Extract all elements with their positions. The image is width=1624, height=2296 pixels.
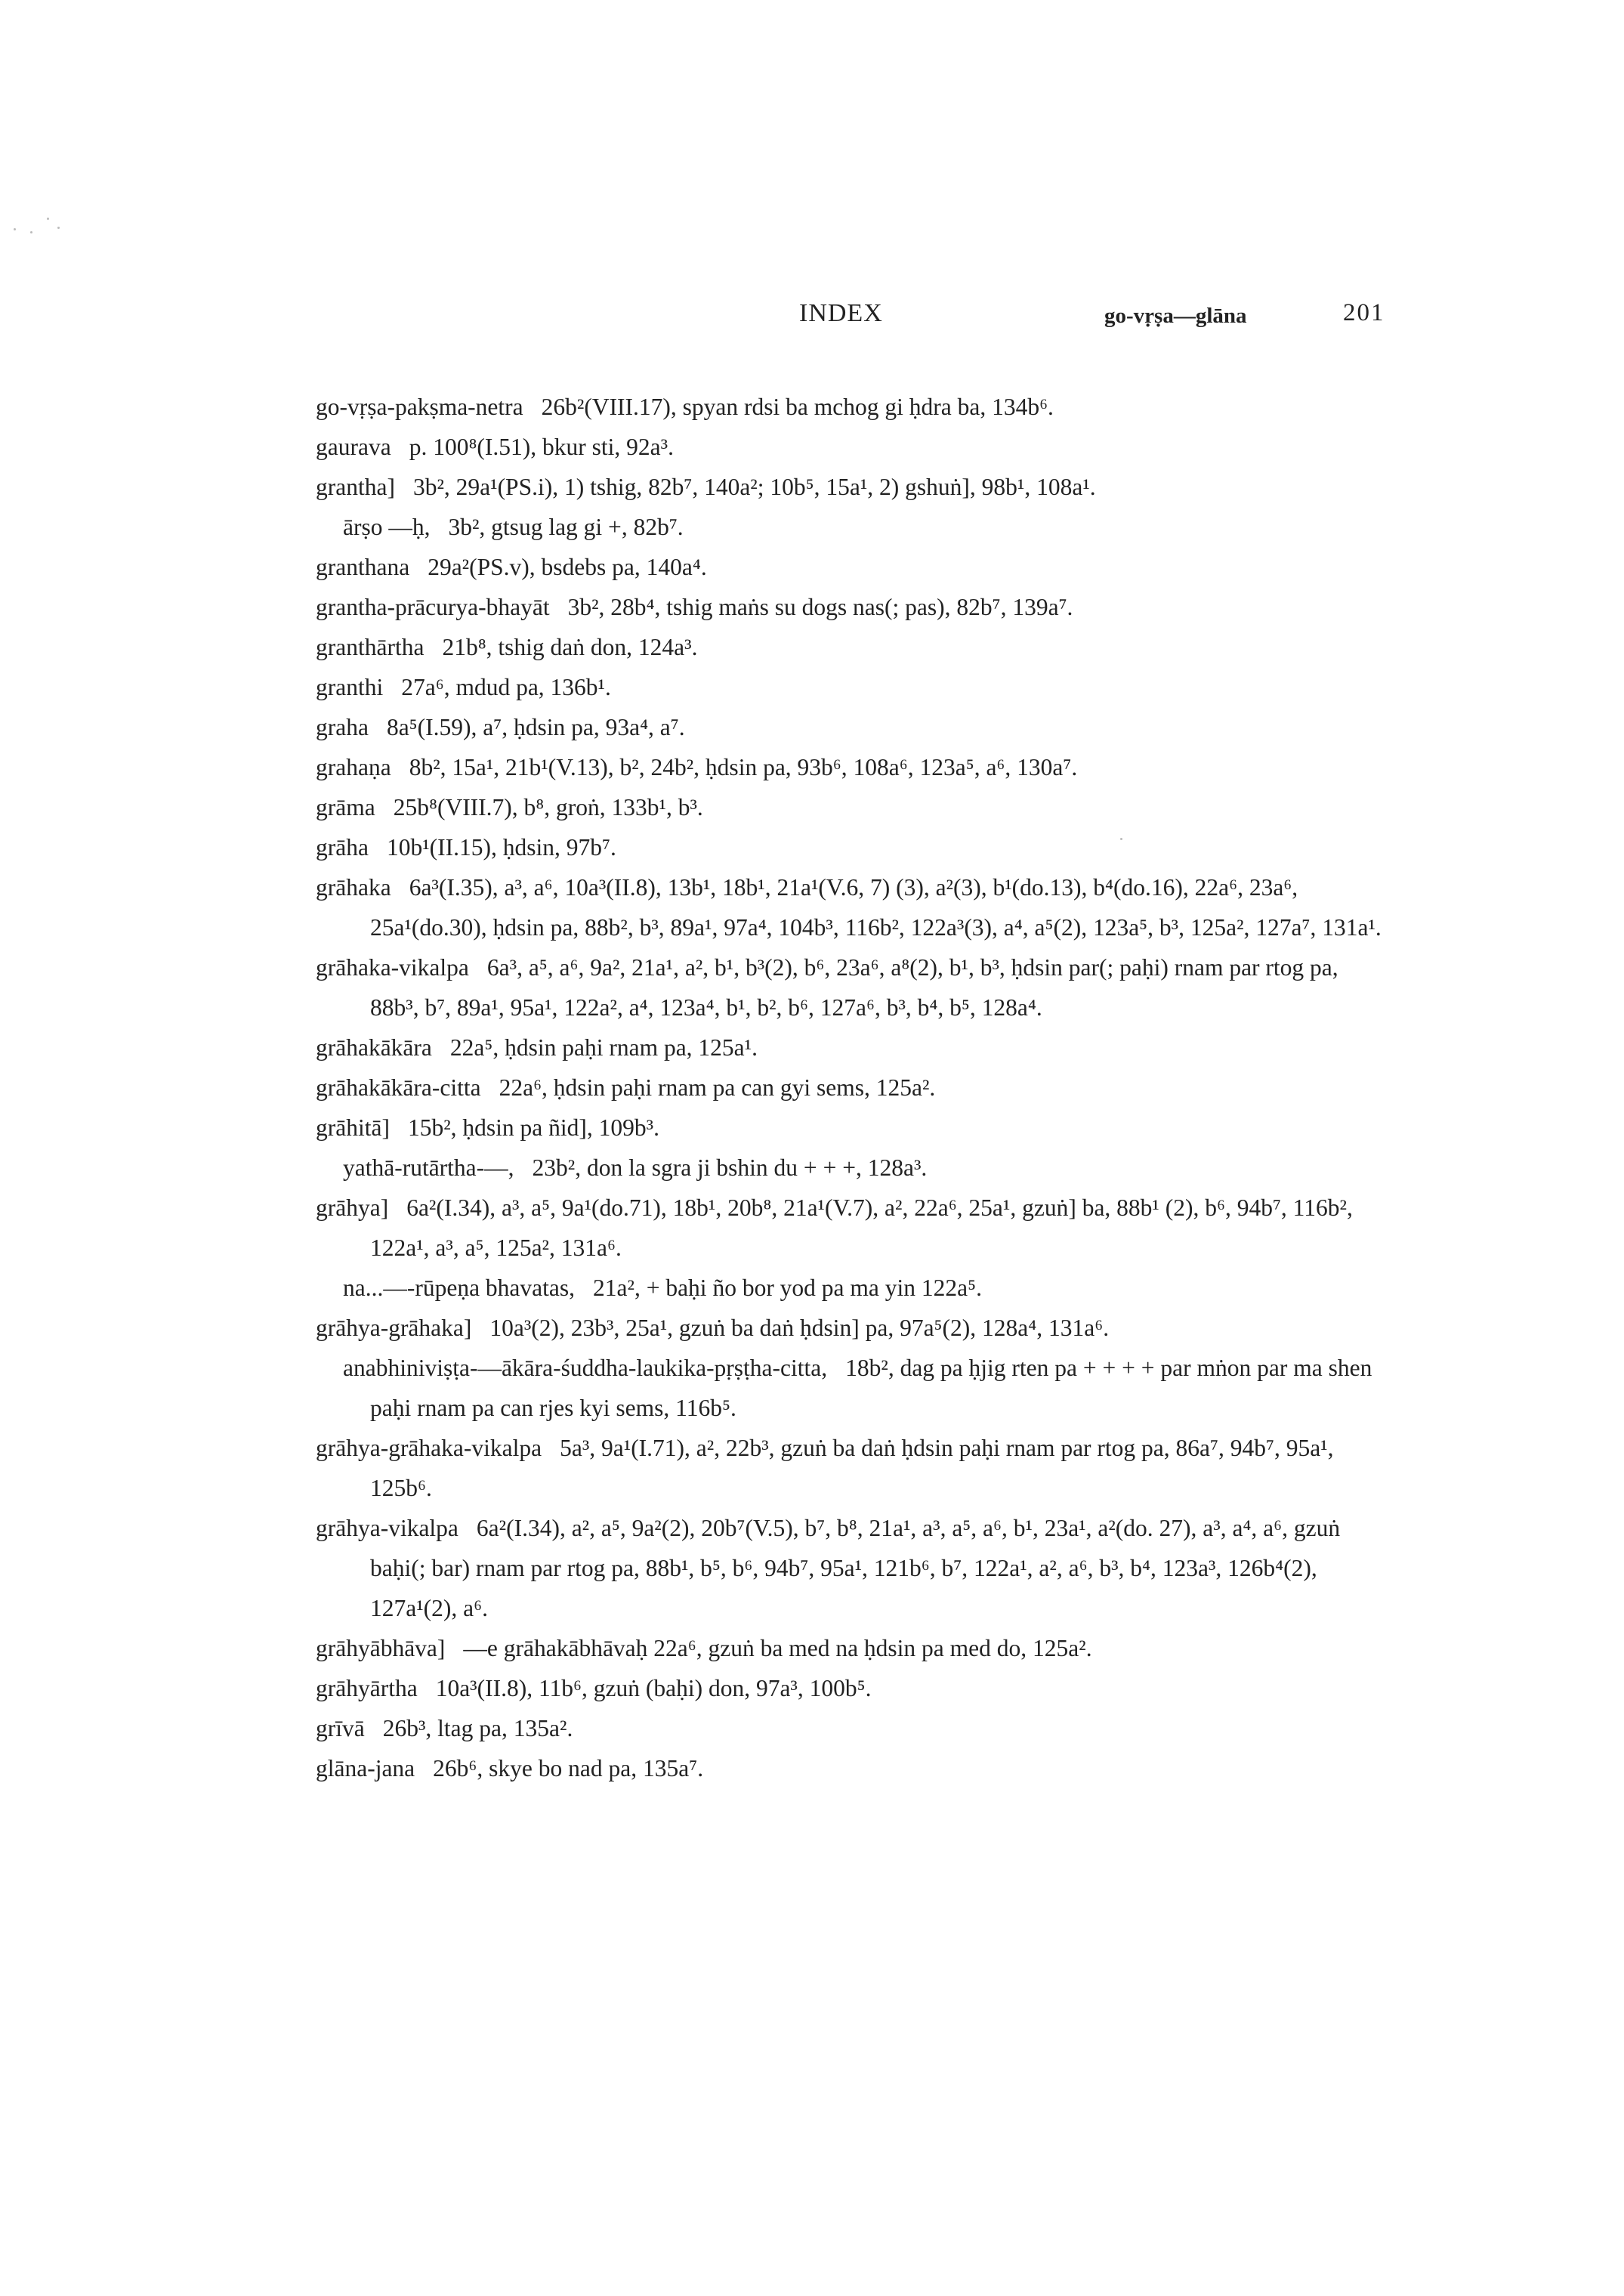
index-entry	[316, 1308, 1388, 1348]
entry-references: 21b⁸, tshig daṅ don, 124a³.	[442, 634, 698, 660]
index-entry	[316, 1628, 1388, 1668]
index-entry	[316, 947, 1388, 1027]
entry-references: 10b¹(II.15), ḥdsin, 97b⁷.	[386, 834, 616, 861]
entry-references: 8b², 15a¹, 21b¹(V.13), b², 24b², ḥdsin pa, 93b⁶, 108a⁶, 123a⁵, a⁶, 130a⁷.	[409, 754, 1078, 780]
entry-references: 6a³, a⁵, a⁶, 9a², 21a¹, a², b¹, b³(2), b⁶, 23a⁶, a⁸(2), b¹, b³, ḥdsin par(; paḥi) rnam par rtog pa, 88b³, b⁷, 89a¹, 95a¹, 122a², a⁴, 123a⁴, b¹, b², b⁶, 127a⁶, b³, b⁴, b⁵, 128a⁴.	[370, 954, 1338, 1021]
entry-references: 26b⁶, skye bo nad pa, 135a⁷.	[433, 1755, 704, 1781]
headword: go-vṛṣa-pakṣma-netra	[316, 394, 523, 420]
entry-references: 18b², dag pa ḥjig rten pa + + + + par mṅon par ma shen paḥi rnam pa can rjes kyi sems, 116b⁵.	[370, 1355, 1372, 1421]
headword: grāma	[316, 794, 375, 820]
index-subentry	[316, 1268, 1388, 1308]
headword: granthi	[316, 674, 384, 700]
entry-references: 3b², gtsug lag gi +, 82b⁷.	[448, 514, 684, 540]
index-entry	[316, 667, 1388, 707]
headword: grāhya-grāhaka]	[316, 1315, 472, 1341]
index-entry	[316, 1508, 1388, 1628]
entry-references: 8a⁵(I.59), a⁷, ḥdsin pa, 93a⁴, a⁷.	[386, 714, 685, 740]
index-entry	[316, 747, 1388, 787]
page-number: 201	[1343, 299, 1385, 326]
headword: grāhya-grāhaka-vikalpa	[316, 1435, 542, 1461]
headword: grāhya]	[316, 1194, 389, 1221]
scan-speck	[14, 228, 16, 230]
entry-references: 22a⁵, ḥdsin paḥi rnam pa, 125a¹.	[449, 1034, 758, 1061]
entry-references: 6a³(I.35), a³, a⁶, 10a³(II.8), 13b¹, 18b¹, 21a¹(V.6, 7) (3), a²(3), b¹(do.13), b⁴(do.16), 22a⁶, 23a⁶, 25a¹(do.30), ḥdsin pa, 88b², b³, 89a¹, 97a⁴, 104b³, 116b², 122a³(3), a⁴, a⁵(2), 123a⁵, b³, 125a², 127a⁷, 131a¹.	[370, 874, 1382, 941]
index-entry	[316, 587, 1388, 627]
headword: granthārtha	[316, 634, 425, 660]
index-entry	[316, 467, 1388, 507]
scan-speck	[47, 218, 49, 220]
running-title: INDEX	[799, 299, 883, 327]
index-entry	[316, 827, 1388, 867]
index-entry	[316, 627, 1388, 667]
index-entries	[316, 387, 1388, 1788]
index-entry	[316, 1748, 1388, 1788]
index-entry	[316, 867, 1388, 947]
index-entry	[316, 1428, 1388, 1508]
index-entry	[316, 787, 1388, 827]
entry-references: 29a²(PS.v), bsdebs pa, 140a⁴.	[428, 554, 707, 580]
entry-references: 3b², 29a¹(PS.i), 1) tshig, 82b⁷, 140a²; 10b⁵, 15a¹, 2) gshuṅ], 98b¹, 108a¹.	[412, 474, 1096, 500]
index-entry	[316, 707, 1388, 747]
entry-references: 3b², 28b⁴, tshig maṅs su dogs nas(; pas), 82b⁷, 139a⁷.	[567, 594, 1073, 620]
headword: grāhyābhāva]	[316, 1635, 446, 1661]
index-entry	[316, 1068, 1388, 1108]
headword: glāna-jana	[316, 1755, 415, 1781]
entry-references: 6a²(I.34), a², a⁵, 9a²(2), 20b⁷(V.5), b⁷, b⁸, 21a¹, a³, a⁵, a⁶, b¹, 23a¹, a²(do. 27), a³, a⁴, a⁶, gzuṅ baḥi(; bar) rnam par rtog pa, 88b¹, b⁵, b⁶, 94b⁷, 95a¹, 121b⁶, b⁷, 122a¹, a², a⁶, b³, b⁴, 123a³, 126b⁴(2), 127a¹(2), a⁶.	[370, 1515, 1341, 1621]
entry-references: 26b²(VIII.17), spyan rdsi ba mchog gi ḥdra ba, 134b⁶.	[541, 394, 1054, 420]
entry-references: 25b⁸(VIII.7), b⁸, groṅ, 133b¹, b³.	[393, 794, 703, 820]
index-entry	[316, 1027, 1388, 1068]
headword: na...—-rūpeṇa bhavatas,	[343, 1275, 576, 1301]
headword: grantha-prācurya-bhayāt	[316, 594, 550, 620]
headword: anabhiniviṣṭa-—ākāra-śuddha-laukika-pṛṣṭha-citta,	[343, 1355, 828, 1381]
entry-references: 5a³, 9a¹(I.71), a², 22b³, gzuṅ ba daṅ ḥdsin paḥi rnam par rtog pa, 86a⁷, 94b⁷, 95a¹, 125b⁶.	[370, 1435, 1334, 1501]
entry-references: 23b², don la sgra ji bshin du + + +, 128a³.	[532, 1154, 928, 1181]
entry-references: 15b², ḥdsin pa ñid], 109b³.	[407, 1114, 659, 1141]
entry-references: —e grāhakābhāvaḥ 22a⁶, gzuṅ ba med na ḥdsin pa med do, 125a².	[463, 1635, 1092, 1661]
index-entry	[316, 1188, 1388, 1268]
scan-speck	[57, 227, 60, 229]
entry-references: 27a⁶, mdud pa, 136b¹.	[401, 674, 611, 700]
headword: grahaṇa	[316, 754, 391, 780]
entry-references: 10a³(2), 23b³, 25a¹, gzuṅ ba daṅ ḥdsin] pa, 97a⁵(2), 128a⁴, 131a⁶.	[489, 1315, 1110, 1341]
entry-references: 26b³, ltag pa, 135a².	[382, 1715, 573, 1741]
headword: grāhaka	[316, 874, 391, 901]
index-entry	[316, 1708, 1388, 1748]
scan-speck	[30, 231, 32, 233]
headword: grāhitā]	[316, 1114, 390, 1141]
headword: grāhaka-vikalpa	[316, 954, 469, 981]
index-entry	[316, 387, 1388, 427]
entry-range: go-vṛṣa—glāna	[1104, 304, 1247, 328]
entry-references: 6a²(I.34), a³, a⁵, 9a¹(do.71), 18b¹, 20b⁸, 21a¹(V.7), a², 22a⁶, 25a¹, gzuṅ] ba, 88b¹ (2), b⁶, 94b⁷, 116b², 122a¹, a³, a⁵, 125a², 131a⁶.	[370, 1194, 1353, 1261]
headword: granthana	[316, 554, 410, 580]
headword: grāhakākāra	[316, 1034, 432, 1061]
headword: yathā-rutārtha-—,	[343, 1154, 514, 1181]
headword: grāha	[316, 834, 369, 861]
index-entry	[316, 547, 1388, 587]
headword: grāhyārtha	[316, 1675, 418, 1701]
headword: grīvā	[316, 1715, 365, 1741]
index-subentry	[316, 1348, 1388, 1428]
entry-references: 10a³(II.8), 11b⁶, gzuṅ (baḥi) don, 97a³, 100b⁵.	[435, 1675, 872, 1701]
running-header	[0, 299, 1624, 345]
entry-references: 21a², + baḥi ño bor yod pa ma yin 122a⁵.	[593, 1275, 982, 1301]
index-subentry	[316, 507, 1388, 547]
headword: grantha]	[316, 474, 395, 500]
index-entry	[316, 427, 1388, 467]
index-subentry	[316, 1148, 1388, 1188]
entry-references: 22a⁶, ḥdsin paḥi rnam pa can gyi sems, 125a².	[499, 1074, 936, 1101]
index-entry	[316, 1668, 1388, 1708]
headword: grāhya-vikalpa	[316, 1515, 458, 1541]
index-entry	[316, 1108, 1388, 1148]
headword: ārṣo —ḥ,	[343, 514, 431, 540]
headword: graha	[316, 714, 369, 740]
headword: grāhakākāra-citta	[316, 1074, 481, 1101]
entry-references: p. 100⁸(I.51), bkur sti, 92a³.	[409, 434, 674, 460]
scan-speck	[1120, 838, 1122, 840]
headword: gaurava	[316, 434, 391, 460]
